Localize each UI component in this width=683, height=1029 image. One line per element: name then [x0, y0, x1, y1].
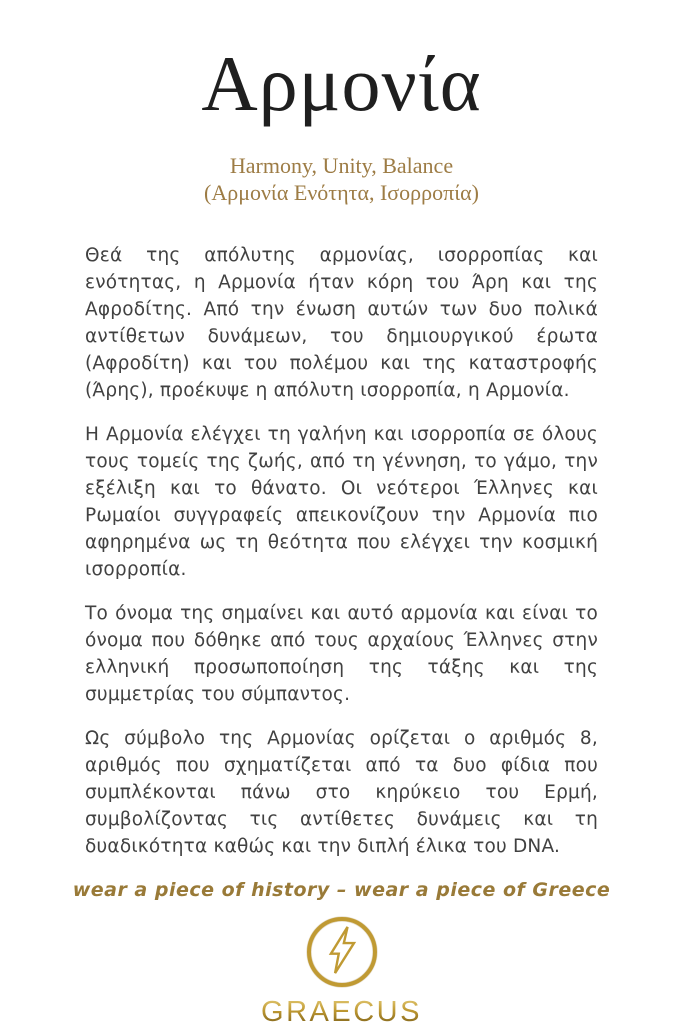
logo-circle: [307, 917, 377, 987]
body-paragraph: Το όνομα της σημαίνει και αυτό αρμονία και είναι το όνομα που δόθηκε από τους αρχαίους Έλληνες στην ελληνική προσωποποίηση της τάξης και της συμμετρίας του σύμπαντος.: [85, 603, 598, 705]
page-title: Αρμονία: [201, 40, 482, 127]
brand-tagline: wear a piece of history – wear a piece of Greece: [72, 879, 611, 901]
lightning-bolt-icon: [325, 926, 359, 979]
brand-name: GRAECUS: [261, 996, 422, 1028]
brand-logo: [0, 917, 683, 1029]
subtitle: [0, 152, 683, 206]
body-paragraph: Θεά της απόλυτης αρμονίας, ισορροπίας και ενότητας, η Αρμονία ήταν κόρη του Άρη και της Αφροδίτης. Από την ένωση αυτών των δυο πολικά αντίθετων δυνάμεων, του δημιουργικού έρωτα (Αφροδίτη) και του πολέμου και της καταστροφής (Άρης), προέκυψε η απόλυτη ισορροπία, η Αρμονία.: [85, 245, 598, 401]
body-paragraph: Ως σύμβολο της Αρμονίας ορίζεται ο αριθμός 8, αριθμός που σχηματίζεται από τα δυο φίδια που συμπλέκονται πάνω στο κηρύκειο του Ερμή, συμβολίζοντας τις αντίθετες δυνάμεις και τη δυαδικότητα καθώς και την διπλή έλικα του DNA.: [85, 728, 598, 857]
subtitle-greek: (Αρμονία Ενότητα, Ισορροπία): [204, 180, 479, 205]
body-text: [0, 242, 683, 860]
subtitle-english: Harmony, Unity, Balance: [229, 153, 454, 178]
body-paragraph: Η Αρμονία ελέγχει τη γαλήνη και ισορροπία σε όλους τους τομείς της ζωής, από τη γέννηση, το γάμο, την εξέλιξη και το θάνατο. Οι νεότεροι Έλληνες και Ρωμαίοι συγγραφείς απεικονίζουν την Αρμονία πιο αφηρημένα ως τη θεότητα που ελέγχει την κοσμική ισορροπία.: [85, 424, 598, 580]
